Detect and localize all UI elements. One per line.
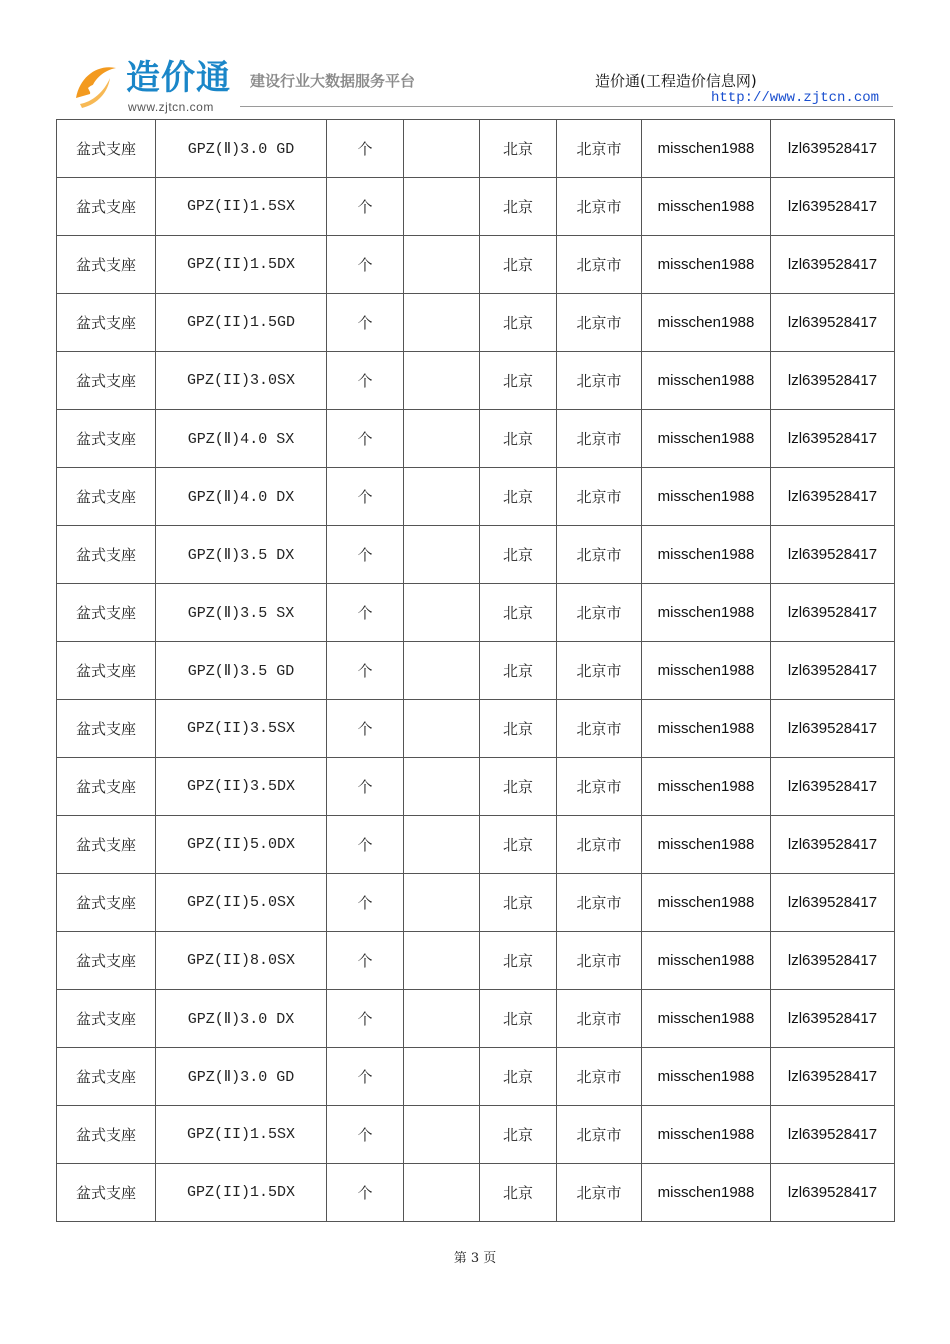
price-cell [404, 932, 480, 990]
city-cell: 北京市 [557, 352, 642, 410]
province-cell: 北京 [480, 236, 557, 294]
product-name-cell: 盆式支座 [57, 1048, 156, 1106]
product-name-cell: 盆式支座 [57, 874, 156, 932]
logo-swirl-icon [70, 58, 122, 110]
supplier-user-cell: misschen1988 [642, 816, 771, 874]
contact-cell: lzl639528417 [771, 178, 895, 236]
unit-cell: 个 [327, 990, 404, 1048]
unit-cell: 个 [327, 178, 404, 236]
spec-cell: GPZ(Ⅱ)3.0 DX [156, 990, 327, 1048]
province-cell: 北京 [480, 700, 557, 758]
page-header [0, 0, 950, 118]
table-row [57, 584, 895, 642]
city-cell: 北京市 [557, 1106, 642, 1164]
contact-cell: lzl639528417 [771, 352, 895, 410]
product-name-cell: 盆式支座 [57, 236, 156, 294]
province-cell: 北京 [480, 468, 557, 526]
product-name-cell: 盆式支座 [57, 468, 156, 526]
header-tagline: 建设行业大数据服务平台 [250, 72, 416, 90]
province-cell: 北京 [480, 120, 557, 178]
table-row [57, 642, 895, 700]
logo-text: 造价通 [126, 58, 231, 98]
province-cell: 北京 [480, 1048, 557, 1106]
city-cell: 北京市 [557, 584, 642, 642]
supplier-user-cell: misschen1988 [642, 874, 771, 932]
unit-cell: 个 [327, 700, 404, 758]
contact-cell: lzl639528417 [771, 932, 895, 990]
site-title: 造价通(工程造价信息网) [595, 72, 757, 90]
table-row [57, 700, 895, 758]
contact-cell: lzl639528417 [771, 1164, 895, 1222]
price-cell [404, 526, 480, 584]
table-row [57, 410, 895, 468]
province-cell: 北京 [480, 352, 557, 410]
contact-cell: lzl639528417 [771, 120, 895, 178]
contact-cell: lzl639528417 [771, 642, 895, 700]
province-cell: 北京 [480, 526, 557, 584]
city-cell: 北京市 [557, 932, 642, 990]
spec-cell: GPZ(II)3.5SX [156, 700, 327, 758]
spec-cell: GPZ(Ⅱ)3.5 DX [156, 526, 327, 584]
contact-cell: lzl639528417 [771, 816, 895, 874]
unit-cell: 个 [327, 410, 404, 468]
table-body [57, 120, 895, 1222]
spec-cell: GPZ(Ⅱ)3.0 GD [156, 1048, 327, 1106]
province-cell: 北京 [480, 584, 557, 642]
contact-cell: lzl639528417 [771, 236, 895, 294]
province-cell: 北京 [480, 990, 557, 1048]
table-row [57, 1048, 895, 1106]
supplier-user-cell: misschen1988 [642, 1048, 771, 1106]
city-cell: 北京市 [557, 236, 642, 294]
province-cell: 北京 [480, 410, 557, 468]
price-cell [404, 700, 480, 758]
spec-cell: GPZ(II)1.5SX [156, 1106, 327, 1164]
table-row [57, 874, 895, 932]
product-name-cell: 盆式支座 [57, 758, 156, 816]
unit-cell: 个 [327, 236, 404, 294]
unit-cell: 个 [327, 874, 404, 932]
supplier-user-cell: misschen1988 [642, 526, 771, 584]
product-name-cell: 盆式支座 [57, 932, 156, 990]
price-cell [404, 178, 480, 236]
supplier-user-cell: misschen1988 [642, 468, 771, 526]
table-row [57, 352, 895, 410]
contact-cell: lzl639528417 [771, 1106, 895, 1164]
price-cell [404, 410, 480, 468]
price-cell [404, 468, 480, 526]
spec-cell: GPZ(II)5.0DX [156, 816, 327, 874]
product-name-cell: 盆式支座 [57, 294, 156, 352]
supplier-user-cell: misschen1988 [642, 584, 771, 642]
product-name-cell: 盆式支座 [57, 990, 156, 1048]
contact-cell: lzl639528417 [771, 526, 895, 584]
city-cell: 北京市 [557, 700, 642, 758]
unit-cell: 个 [327, 468, 404, 526]
product-name-cell: 盆式支座 [57, 120, 156, 178]
product-name-cell: 盆式支座 [57, 352, 156, 410]
supplier-user-cell: misschen1988 [642, 120, 771, 178]
contact-cell: lzl639528417 [771, 990, 895, 1048]
spec-cell: GPZ(II)1.5DX [156, 236, 327, 294]
supplier-user-cell: misschen1988 [642, 990, 771, 1048]
table-row [57, 816, 895, 874]
price-cell [404, 874, 480, 932]
table-row [57, 1164, 895, 1222]
spec-cell: GPZ(II)8.0SX [156, 932, 327, 990]
supplier-user-cell: misschen1988 [642, 758, 771, 816]
city-cell: 北京市 [557, 468, 642, 526]
supplier-user-cell: misschen1988 [642, 178, 771, 236]
city-cell: 北京市 [557, 1048, 642, 1106]
supplier-user-cell: misschen1988 [642, 1106, 771, 1164]
province-cell: 北京 [480, 294, 557, 352]
spec-cell: GPZ(Ⅱ)4.0 SX [156, 410, 327, 468]
product-name-cell: 盆式支座 [57, 700, 156, 758]
supplier-user-cell: misschen1988 [642, 236, 771, 294]
unit-cell: 个 [327, 294, 404, 352]
product-name-cell: 盆式支座 [57, 526, 156, 584]
supplier-user-cell: misschen1988 [642, 932, 771, 990]
page-number: 第 3 页 [453, 1251, 497, 1266]
table-row [57, 236, 895, 294]
contact-cell: lzl639528417 [771, 468, 895, 526]
table-row [57, 758, 895, 816]
province-cell: 北京 [480, 758, 557, 816]
city-cell: 北京市 [557, 816, 642, 874]
supplier-user-cell: misschen1988 [642, 352, 771, 410]
unit-cell: 个 [327, 120, 404, 178]
table-row [57, 294, 895, 352]
city-cell: 北京市 [557, 758, 642, 816]
table-row [57, 468, 895, 526]
city-cell: 北京市 [557, 178, 642, 236]
product-name-cell: 盆式支座 [57, 816, 156, 874]
spec-cell: GPZ(II)5.0SX [156, 874, 327, 932]
spec-cell: GPZ(Ⅱ)3.5 SX [156, 584, 327, 642]
unit-cell: 个 [327, 816, 404, 874]
header-divider [240, 106, 893, 107]
price-cell [404, 1106, 480, 1164]
contact-cell: lzl639528417 [771, 1048, 895, 1106]
province-cell: 北京 [480, 816, 557, 874]
unit-cell: 个 [327, 526, 404, 584]
city-cell: 北京市 [557, 1164, 642, 1222]
site-url-link[interactable]: http://www.zjtcn.com [711, 90, 880, 106]
price-cell [404, 120, 480, 178]
unit-cell: 个 [327, 758, 404, 816]
city-cell: 北京市 [557, 294, 642, 352]
supplier-user-cell: misschen1988 [642, 642, 771, 700]
spec-cell: GPZ(Ⅱ)3.0 GD [156, 120, 327, 178]
province-cell: 北京 [480, 178, 557, 236]
unit-cell: 个 [327, 1048, 404, 1106]
price-cell [404, 294, 480, 352]
price-cell [404, 1164, 480, 1222]
city-cell: 北京市 [557, 990, 642, 1048]
price-cell [404, 584, 480, 642]
province-cell: 北京 [480, 1164, 557, 1222]
unit-cell: 个 [327, 584, 404, 642]
table-row [57, 932, 895, 990]
unit-cell: 个 [327, 1164, 404, 1222]
supplier-user-cell: misschen1988 [642, 700, 771, 758]
spec-cell: GPZ(II)3.5DX [156, 758, 327, 816]
city-cell: 北京市 [557, 642, 642, 700]
contact-cell: lzl639528417 [771, 294, 895, 352]
spec-cell: GPZ(Ⅱ)3.5 GD [156, 642, 327, 700]
price-cell [404, 642, 480, 700]
spec-cell: GPZ(II)3.0SX [156, 352, 327, 410]
spec-cell: GPZ(Ⅱ)4.0 DX [156, 468, 327, 526]
unit-cell: 个 [327, 932, 404, 990]
table-row [57, 178, 895, 236]
price-cell [404, 990, 480, 1048]
logo-url: www.zjtcn.com [128, 100, 214, 114]
province-cell: 北京 [480, 642, 557, 700]
table-row [57, 1106, 895, 1164]
supplier-user-cell: misschen1988 [642, 294, 771, 352]
product-name-cell: 盆式支座 [57, 410, 156, 468]
unit-cell: 个 [327, 1106, 404, 1164]
table-row [57, 120, 895, 178]
product-name-cell: 盆式支座 [57, 642, 156, 700]
contact-cell: lzl639528417 [771, 758, 895, 816]
product-name-cell: 盆式支座 [57, 178, 156, 236]
province-cell: 北京 [480, 874, 557, 932]
product-name-cell: 盆式支座 [57, 1164, 156, 1222]
contact-cell: lzl639528417 [771, 874, 895, 932]
table-row [57, 990, 895, 1048]
price-cell [404, 352, 480, 410]
price-table [56, 119, 895, 1222]
province-cell: 北京 [480, 1106, 557, 1164]
unit-cell: 个 [327, 642, 404, 700]
city-cell: 北京市 [557, 874, 642, 932]
price-cell [404, 1048, 480, 1106]
unit-cell: 个 [327, 352, 404, 410]
contact-cell: lzl639528417 [771, 584, 895, 642]
contact-cell: lzl639528417 [771, 700, 895, 758]
price-cell [404, 758, 480, 816]
table-row [57, 526, 895, 584]
city-cell: 北京市 [557, 526, 642, 584]
spec-cell: GPZ(II)1.5SX [156, 178, 327, 236]
city-cell: 北京市 [557, 120, 642, 178]
product-name-cell: 盆式支座 [57, 584, 156, 642]
supplier-user-cell: misschen1988 [642, 410, 771, 468]
supplier-user-cell: misschen1988 [642, 1164, 771, 1222]
spec-cell: GPZ(II)1.5DX [156, 1164, 327, 1222]
spec-cell: GPZ(II)1.5GD [156, 294, 327, 352]
city-cell: 北京市 [557, 410, 642, 468]
price-cell [404, 236, 480, 294]
product-name-cell: 盆式支座 [57, 1106, 156, 1164]
province-cell: 北京 [480, 932, 557, 990]
price-cell [404, 816, 480, 874]
contact-cell: lzl639528417 [771, 410, 895, 468]
